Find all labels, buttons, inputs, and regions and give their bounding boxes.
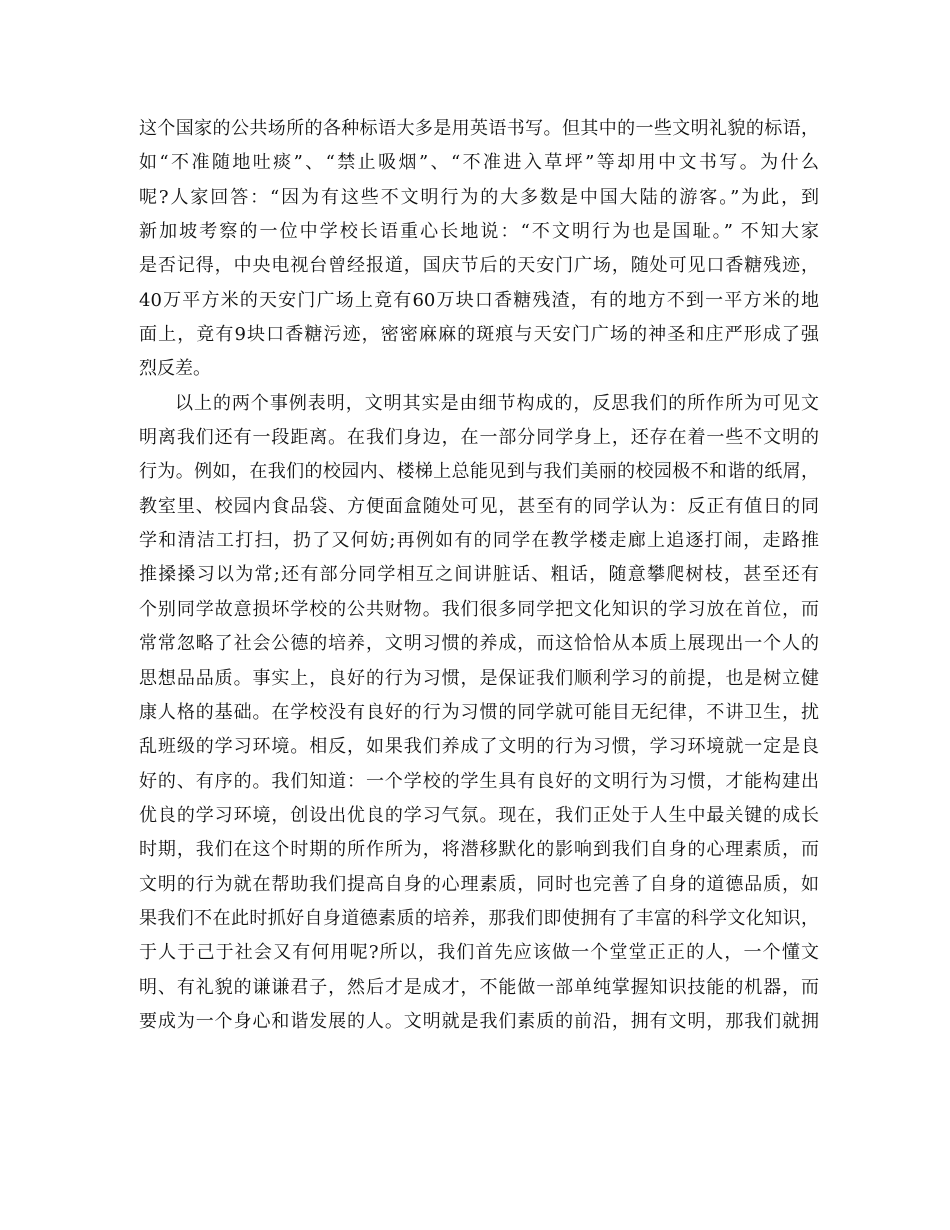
text-line: 行为。例如，在我们的校园内、楼梯上总能见到与我们美丽的校园极不和谐的纸屑，: [139, 461, 819, 483]
text-line: 学和清洁工打扫，扔了又何妨;再例如有的同学在教学楼走廊上追逐打闹，走路推: [139, 530, 819, 552]
text-line: 面上，竟有9块口香糖污迹，密密麻麻的斑痕与天安门广场的神圣和庄严形成了强: [139, 324, 819, 346]
text-line: 常常忽略了社会公德的培养，文明习惯的养成，而这恰恰从本质上展现出一个人的: [139, 633, 819, 655]
text-line: 是否记得，中央电视台曾经报道，国庆节后的天安门广场，随处可见口香糖残迹，: [139, 255, 819, 277]
paragraph-1: [139, 112, 819, 387]
text-line: 个别同学故意损坏学校的公共财物。我们很多同学把文化知识的学习放在首位，而: [139, 598, 819, 620]
paragraph-2: [139, 387, 819, 1040]
text-line: 思想品品质。事实上，良好的行为习惯，是保证我们顺利学习的前提，也是树立健: [139, 667, 819, 689]
text-line: 康人格的基础。在学校没有良好的行为习惯的同学就可能目无纪律，不讲卫生，扰: [139, 701, 819, 723]
text-line: 这个国家的公共场所的各种标语大多是用英语书写。但其中的一些文明礼貌的标语，: [139, 118, 819, 139]
text-line: 教室里、校园内食品袋、方便面盒随处可见，甚至有的同学认为：反正有值日的同: [139, 495, 819, 517]
text-line: 于人于己于社会又有何用呢?所以，我们首先应该做一个堂堂正正的人，一个懂文: [139, 942, 819, 964]
text-line: 推搡搡习以为常;还有部分同学相互之间讲脏话、粗话，随意攀爬树枝，甚至还有: [139, 564, 819, 586]
text-line: 文明的行为就在帮助我们提高自身的心理素质，同时也完善了自身的道德品质，如: [139, 873, 819, 895]
text-line: 要成为一个身心和谐发展的人。文明就是我们素质的前沿，拥有文明，那我们就拥: [139, 1010, 819, 1032]
body-text: [139, 112, 819, 1039]
text-line: 新加坡考察的一位中学校长语重心长地说：“不文明行为也是国耻。” 不知大家: [139, 221, 819, 243]
text-line: 明离我们还有一段距离。在我们身边，在一部分同学身上，还存在着一些不文明的: [139, 427, 819, 449]
text-line: 好的、有序的。我们知道：一个学校的学生具有良好的文明行为习惯，才能构建出: [139, 770, 819, 792]
text-line: 40万平方米的天安门广场上竟有60万块口香糖残渣，有的地方不到一平方米的地: [139, 289, 819, 311]
text-line: 果我们不在此时抓好自身道德素质的培养，那我们即使拥有了丰富的科学文化知识，: [139, 907, 819, 929]
text-line: 烈反差。: [139, 358, 211, 380]
text-line: 时期，我们在这个时期的所作所为，将潜移默化的影响到我们自身的心理素质，而: [139, 839, 819, 861]
text-line: 以上的两个事例表明，文明其实是由细节构成的，反思我们的所作所为可见文: [175, 392, 819, 414]
text-line: 如“不准随地吐痰”、“禁止吸烟”、“不准进入草坪”等却用中文书写。为什么: [139, 152, 819, 174]
text-line: 明、有礼貌的谦谦君子，然后才是成才，不能做一部单纯掌握知识技能的机器，而: [139, 976, 819, 998]
text-line: 呢?人家回答：“因为有这些不文明行为的大多数是中国大陆的游客。”为此，到: [139, 186, 819, 208]
text-line: 优良的学习环境，创设出优良的学习气氛。现在，我们正处于人生中最关键的成长: [139, 804, 819, 826]
text-line: 乱班级的学习环境。相反，如果我们养成了文明的行为习惯，学习环境就一定是良: [139, 736, 819, 758]
